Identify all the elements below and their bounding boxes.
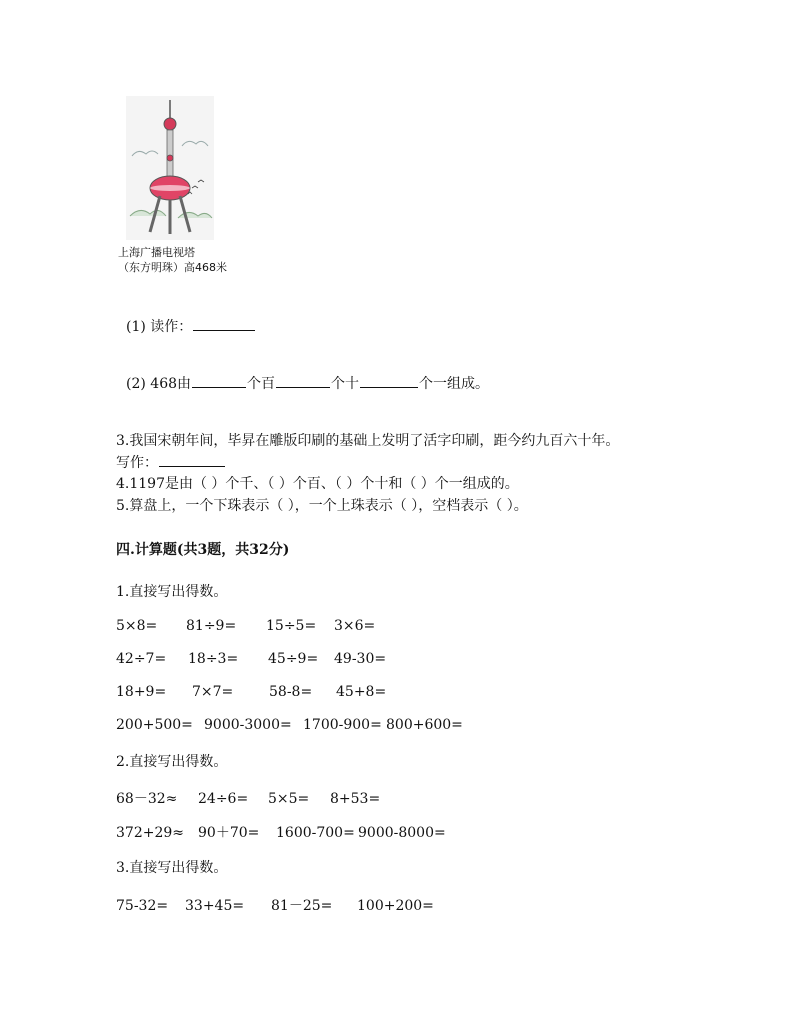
math-item: 24÷6= — [198, 791, 249, 807]
question-3-write-label: 写作： — [116, 455, 158, 471]
tower-image — [126, 96, 214, 240]
math-item: 200+500= — [116, 717, 193, 733]
math-item: 100+200= — [357, 898, 434, 914]
math-item: 33+45= — [185, 898, 245, 914]
math-item: 7×7= — [192, 684, 234, 700]
math-item: 18+9= — [116, 684, 167, 700]
question-5: 5.算盘上，一个下珠表示（ ），一个上珠表示（ ），空档表示（ ）。 — [116, 498, 528, 514]
problem-row — [116, 618, 375, 634]
math-item: 5×5= — [268, 791, 310, 807]
math-item: 1600-700= — [276, 825, 355, 841]
problem-2-title: 2.直接写出得数。 — [116, 754, 228, 770]
problem-1-title: 1.直接写出得数。 — [116, 584, 228, 600]
problem-row — [116, 788, 380, 808]
question-2-part3: 个十 — [331, 376, 360, 392]
question-3: 3.我国宋朝年间，毕昇在雕版印刷的基础上发明了活字印刷，距今约九百六十年。 — [116, 433, 620, 449]
answer-blank[interactable] — [276, 373, 330, 388]
question-2-part2: 个百 — [247, 376, 276, 392]
figure-caption-line2: （东方明珠）高468米 — [118, 261, 227, 274]
math-item: 81－25= — [271, 898, 333, 914]
math-item: 372+29≈ — [116, 825, 184, 841]
math-item: 49-30= — [334, 651, 387, 667]
math-item: 18÷3= — [188, 651, 239, 667]
math-item: 5×8= — [116, 618, 158, 634]
math-item: 3×6= — [334, 618, 376, 634]
question-4: 4.1197是由（ ）个千、（ ）个百、（ ）个十和（ ）个一组成的。 — [116, 476, 519, 492]
math-item: 15÷5= — [266, 618, 317, 634]
math-item: 1700-900= — [303, 717, 382, 733]
problem-row — [116, 651, 386, 667]
answer-blank[interactable] — [192, 373, 246, 388]
question-1-label: (1) 读作： — [126, 319, 193, 335]
math-item: 9000-3000= — [204, 717, 292, 733]
problem-row — [116, 684, 386, 700]
math-item: 45÷9= — [268, 651, 319, 667]
question-2 — [126, 373, 489, 393]
question-2-part1: (2) 468由 — [126, 376, 192, 392]
answer-blank[interactable] — [193, 316, 255, 331]
math-item: 42÷7= — [116, 651, 167, 667]
tower-icon — [126, 96, 214, 240]
answer-blank[interactable] — [360, 373, 418, 388]
problem-row — [116, 822, 446, 842]
figure-caption-line1: 上海广播电视塔 — [118, 246, 195, 259]
problem-row — [116, 717, 463, 733]
question-2-part4: 个一组成。 — [419, 376, 490, 392]
math-item: 68－32≈ — [116, 791, 178, 807]
math-item: 58-8= — [269, 684, 313, 700]
section-title: 四.计算题(共3题，共32分) — [116, 542, 290, 558]
math-item: 75-32= — [116, 898, 169, 914]
question-3-write — [116, 452, 226, 472]
math-item: 81÷9= — [186, 618, 237, 634]
question-1 — [126, 316, 256, 336]
math-item: 45+8= — [336, 684, 387, 700]
problem-3-title: 3.直接写出得数。 — [116, 860, 228, 876]
math-item: 9000-8000= — [358, 825, 446, 841]
math-item: 800+600= — [386, 717, 463, 733]
math-item: 8+53= — [330, 791, 381, 807]
math-item: 90＋70= — [198, 825, 260, 841]
answer-blank[interactable] — [159, 452, 225, 467]
problem-row — [116, 895, 434, 915]
